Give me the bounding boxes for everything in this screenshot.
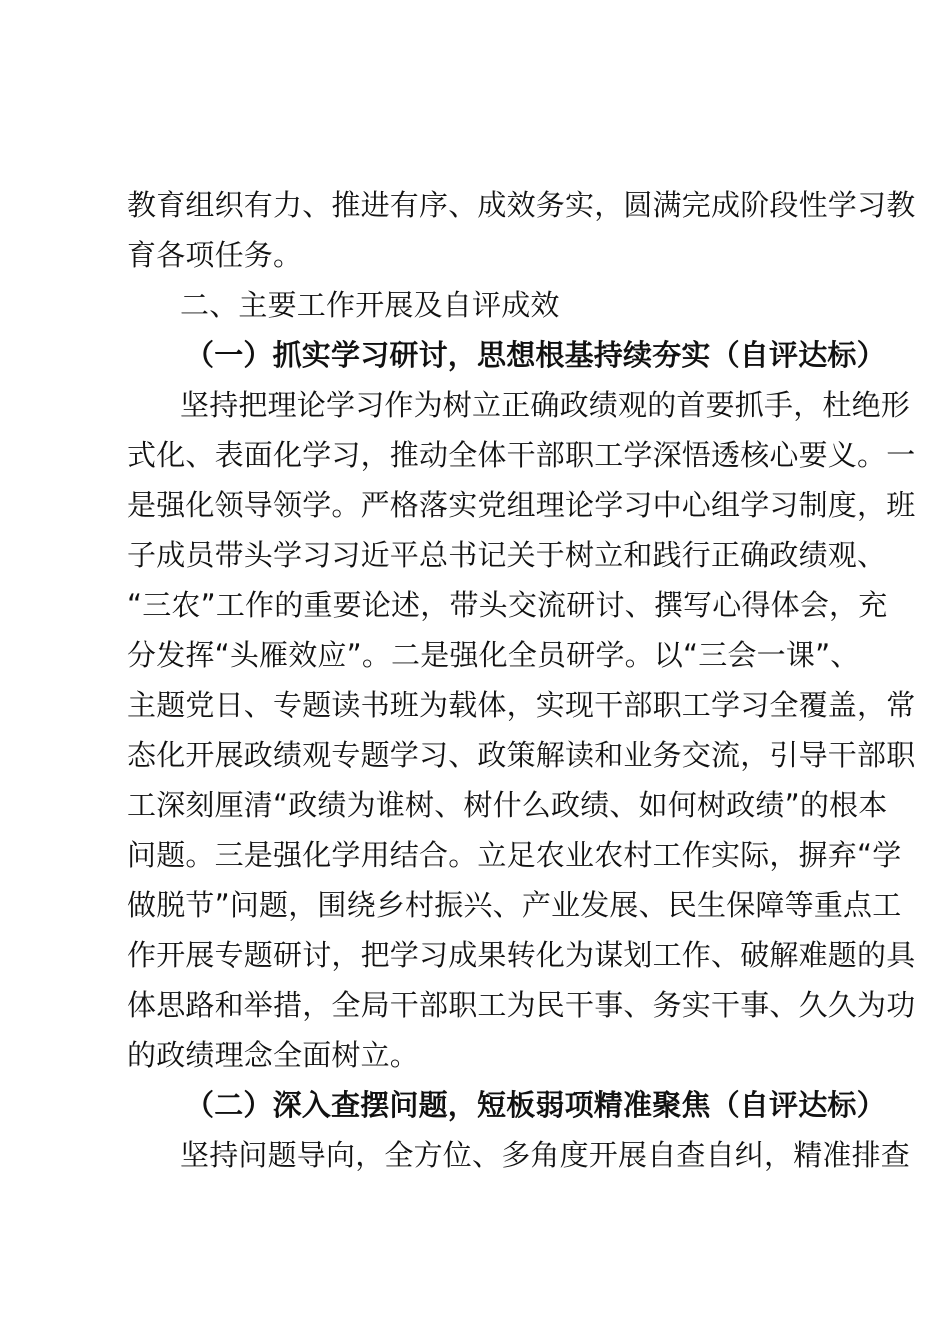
body-text-line: 工深刻厘清“政绩为谁树、树什么政绩、如何树政绩”的根本	[127, 788, 888, 822]
body-text-line: 分发挥“头雁效应”。二是强化全员研学。以“三会一课”、	[127, 638, 860, 672]
body-text-line: 问题。三是强化学用结合。立足农业农村工作实际，摒弃“学	[127, 838, 902, 872]
body-text-line: 子成员带头学习习近平总书记关于树立和践行正确政绩观、	[127, 538, 887, 572]
body-text-line: 主题党日、专题读书班为载体，实现干部职工学习全覆盖，常	[127, 688, 916, 722]
subsection-heading: （一）抓实学习研讨，思想根基持续夯实（自评达标）	[185, 338, 886, 372]
body-text-line: 坚持把理论学习作为树立正确政绩观的首要抓手，杜绝形	[180, 388, 911, 422]
body-text-line: 做脱节”问题，围绕乡村振兴、产业发展、民生保障等重点工	[127, 888, 902, 922]
body-text-line: 式化、表面化学习，推动全体干部职工学深悟透核心要义。一	[127, 438, 916, 472]
body-text-line: 作开展专题研讨，把学习成果转化为谋划工作、破解难题的具	[127, 938, 916, 972]
body-text-line: 体思路和举措，全局干部职工为民干事、务实干事、久久为功	[127, 988, 916, 1022]
body-text-line: 教育组织有力、推进有序、成效务实，圆满完成阶段性学习教	[127, 188, 916, 222]
section-heading: 二、主要工作开展及自评成效	[180, 288, 560, 322]
body-text-line: 育各项任务。	[127, 238, 303, 272]
body-text-line: 是强化领导领学。严格落实党组理论学习中心组学习制度，班	[127, 488, 916, 522]
body-text-line: “三农”工作的重要论述，带头交流研讨、撰写心得体会，充	[127, 588, 888, 622]
body-text-line: 的政绩理念全面树立。	[127, 1038, 420, 1072]
body-text-line: 坚持问题导向，全方位、多角度开展自查自纠，精准排查	[180, 1138, 911, 1172]
subsection-heading: （二）深入查摆问题，短板弱项精准聚焦（自评达标）	[185, 1088, 886, 1122]
body-text-line: 态化开展政绩观专题学习、政策解读和业务交流，引导干部职	[127, 738, 916, 772]
